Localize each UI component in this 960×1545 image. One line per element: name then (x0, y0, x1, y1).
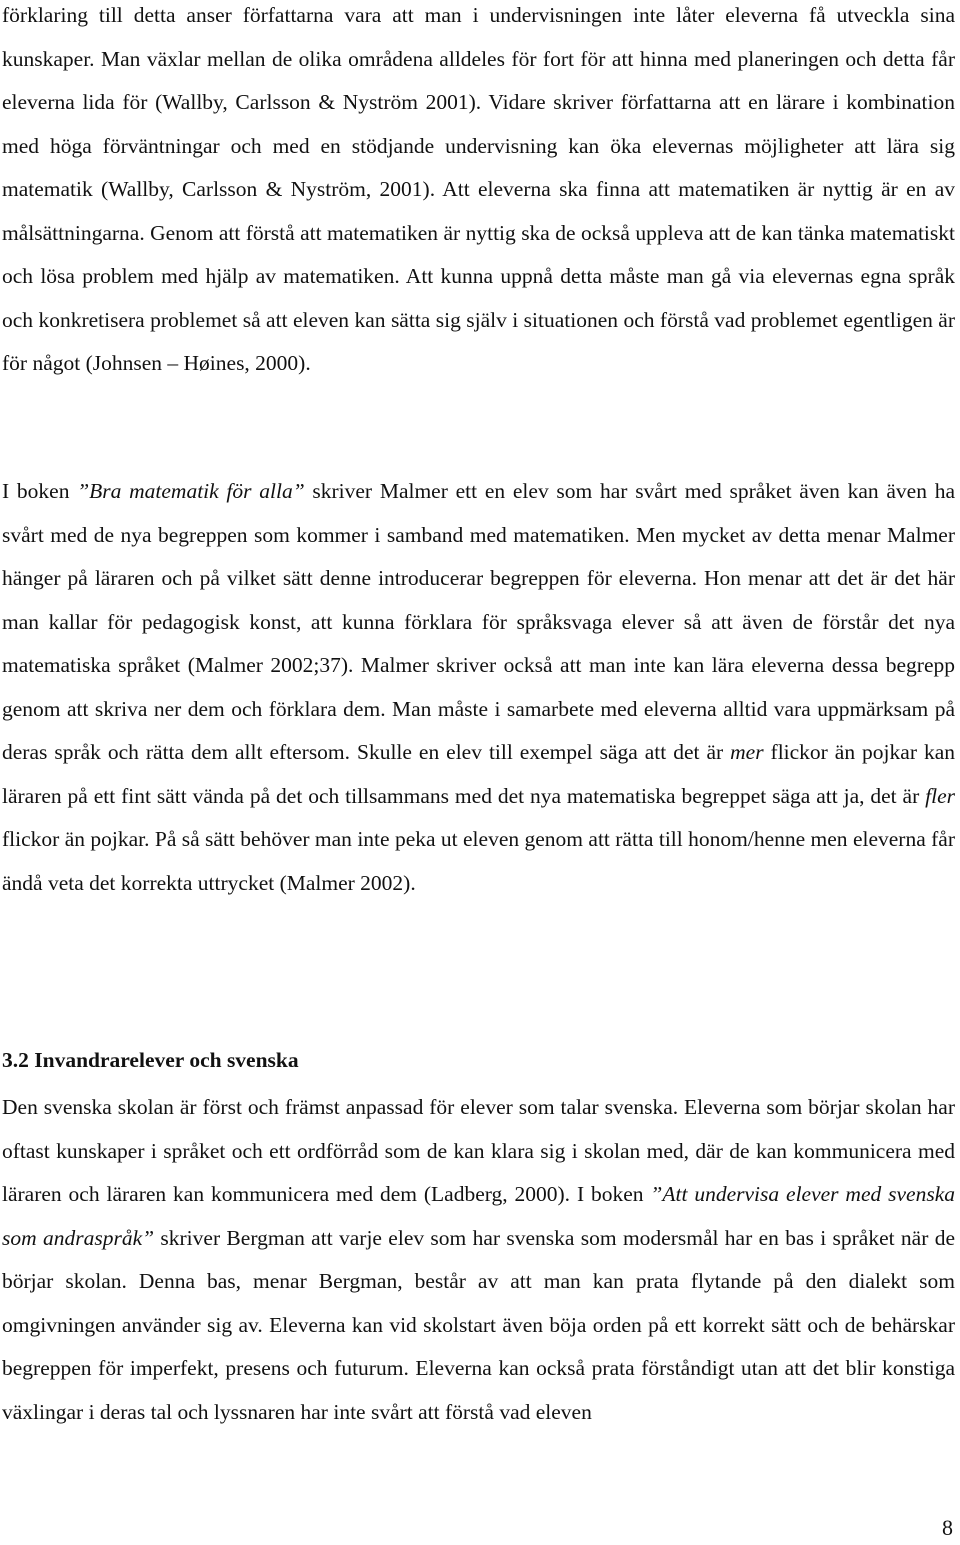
section-title: Invandrarelever och svenska (34, 1048, 299, 1072)
paragraph-1 (2, 0, 955, 386)
paragraph-1-text: förklaring till detta anser författarna vara att man i undervisningen inte låter eleverna få utveckla sina kunskaper. Man växlar mellan de olika områdena alldeles för fort för att hinna med planeringen och detta får eleverna lida för (Wallby, Carlsson & Nyström 2001). Vidare skriver författarna att en lärare i kombination med höga förväntningar och med en stödjande undervisning kan öka elevernas möjligheter att lära sig matematik (Wallby, Carlsson & Nyström, 2001). Att eleverna ska finna att matematiken är nyttig är en av målsättningarna. Genom att förstå att matematiken är nyttig ska de också uppleva att de kan tänka matematiskt och lösa problem med hjälp av matematiken. Att kunna uppnå detta måste man gå via elevernas egna språk och konkretisera problemet så att eleven kan sätta sig själv i situationen och förstå vad problemet egentligen är för något (Johnsen – Høines, 2000). (2, 3, 955, 375)
book-title-bra-matematik: ”Bra matematik för alla” (77, 479, 305, 503)
paragraph-2-text-c: flickor än pojkar kan läraren på ett fint sätt vända på det och tillsammans med det nya matematiska begreppet säga att ja, det är (2, 740, 955, 808)
paragraph-3-text-b: skriver Bergman att varje elev som har svenska som modersmål har en bas i språket när de börjar skolan. Denna bas, menar Bergman, består av att man kan prata flytande på den dialekt som omgivningen använder sig av. Eleverna kan vid skolstart även böja orden på ett korrekt sätt och de behärskar begreppen för imperfekt, presens och futurum. Eleverna kan också prata förståndigt utan att det blir konstiga växlingar i deras tal och lyssnaren har inte svårt att förstå vad eleven (2, 1225, 955, 1424)
paragraph-2-text-a: I boken (2, 479, 78, 503)
emphasis-fler: fler (925, 783, 955, 808)
book-title-att-undervisa: ”Att undervisa elever med svenska som andraspråk” (2, 1182, 955, 1250)
paragraph-2-text-b: skriver Malmer ett en elev som har svårt med språket även kan även ha svårt med de nya begreppen som kommer i samband med matematiken. Men mycket av detta menar Malmer hänger på läraren och på vilket sätt denne introducerar begreppen för eleverna. Hon menar att det är det här man kallar för pedagogisk konst, att kunna förklara för språksvaga elever så att även de förstår det nya matematiska språket (Malmer 2002;37). Malmer skriver också att man inte kan lära eleverna dessa begrepp genom att skriva ner dem och förklara dem. Man måste i samarbete med eleverna alltid vara uppmärksam på deras språk och rätta dem allt eftersom. Skulle en elev till exempel säga att det är (2, 479, 956, 764)
section-number: 3.2 (2, 1048, 29, 1072)
paragraph-3-text-a: Den svenska skolan är först och främst anpassad för elever som talar svenska. Eleverna som börjar skolan har oftast kunskaper i språket och ett ordförråd som de kan klara sig i skolan med, där de kan kommunicera med läraren och läraren kan kommunicera med dem (Ladberg, 2000). I boken (2, 1095, 955, 1206)
paragraph-3 (2, 1086, 955, 1434)
paragraph-2-text-d: flickor än pojkar. På så sätt behöver man inte peka ut eleven genom att rätta till honom/henne men eleverna får ändå veta det korrekta uttrycket (Malmer 2002). (2, 827, 955, 895)
paragraph-2 (2, 470, 955, 905)
emphasis-mer: mer (730, 740, 764, 764)
section-heading (2, 1046, 299, 1074)
page-number: 8 (942, 1515, 953, 1540)
